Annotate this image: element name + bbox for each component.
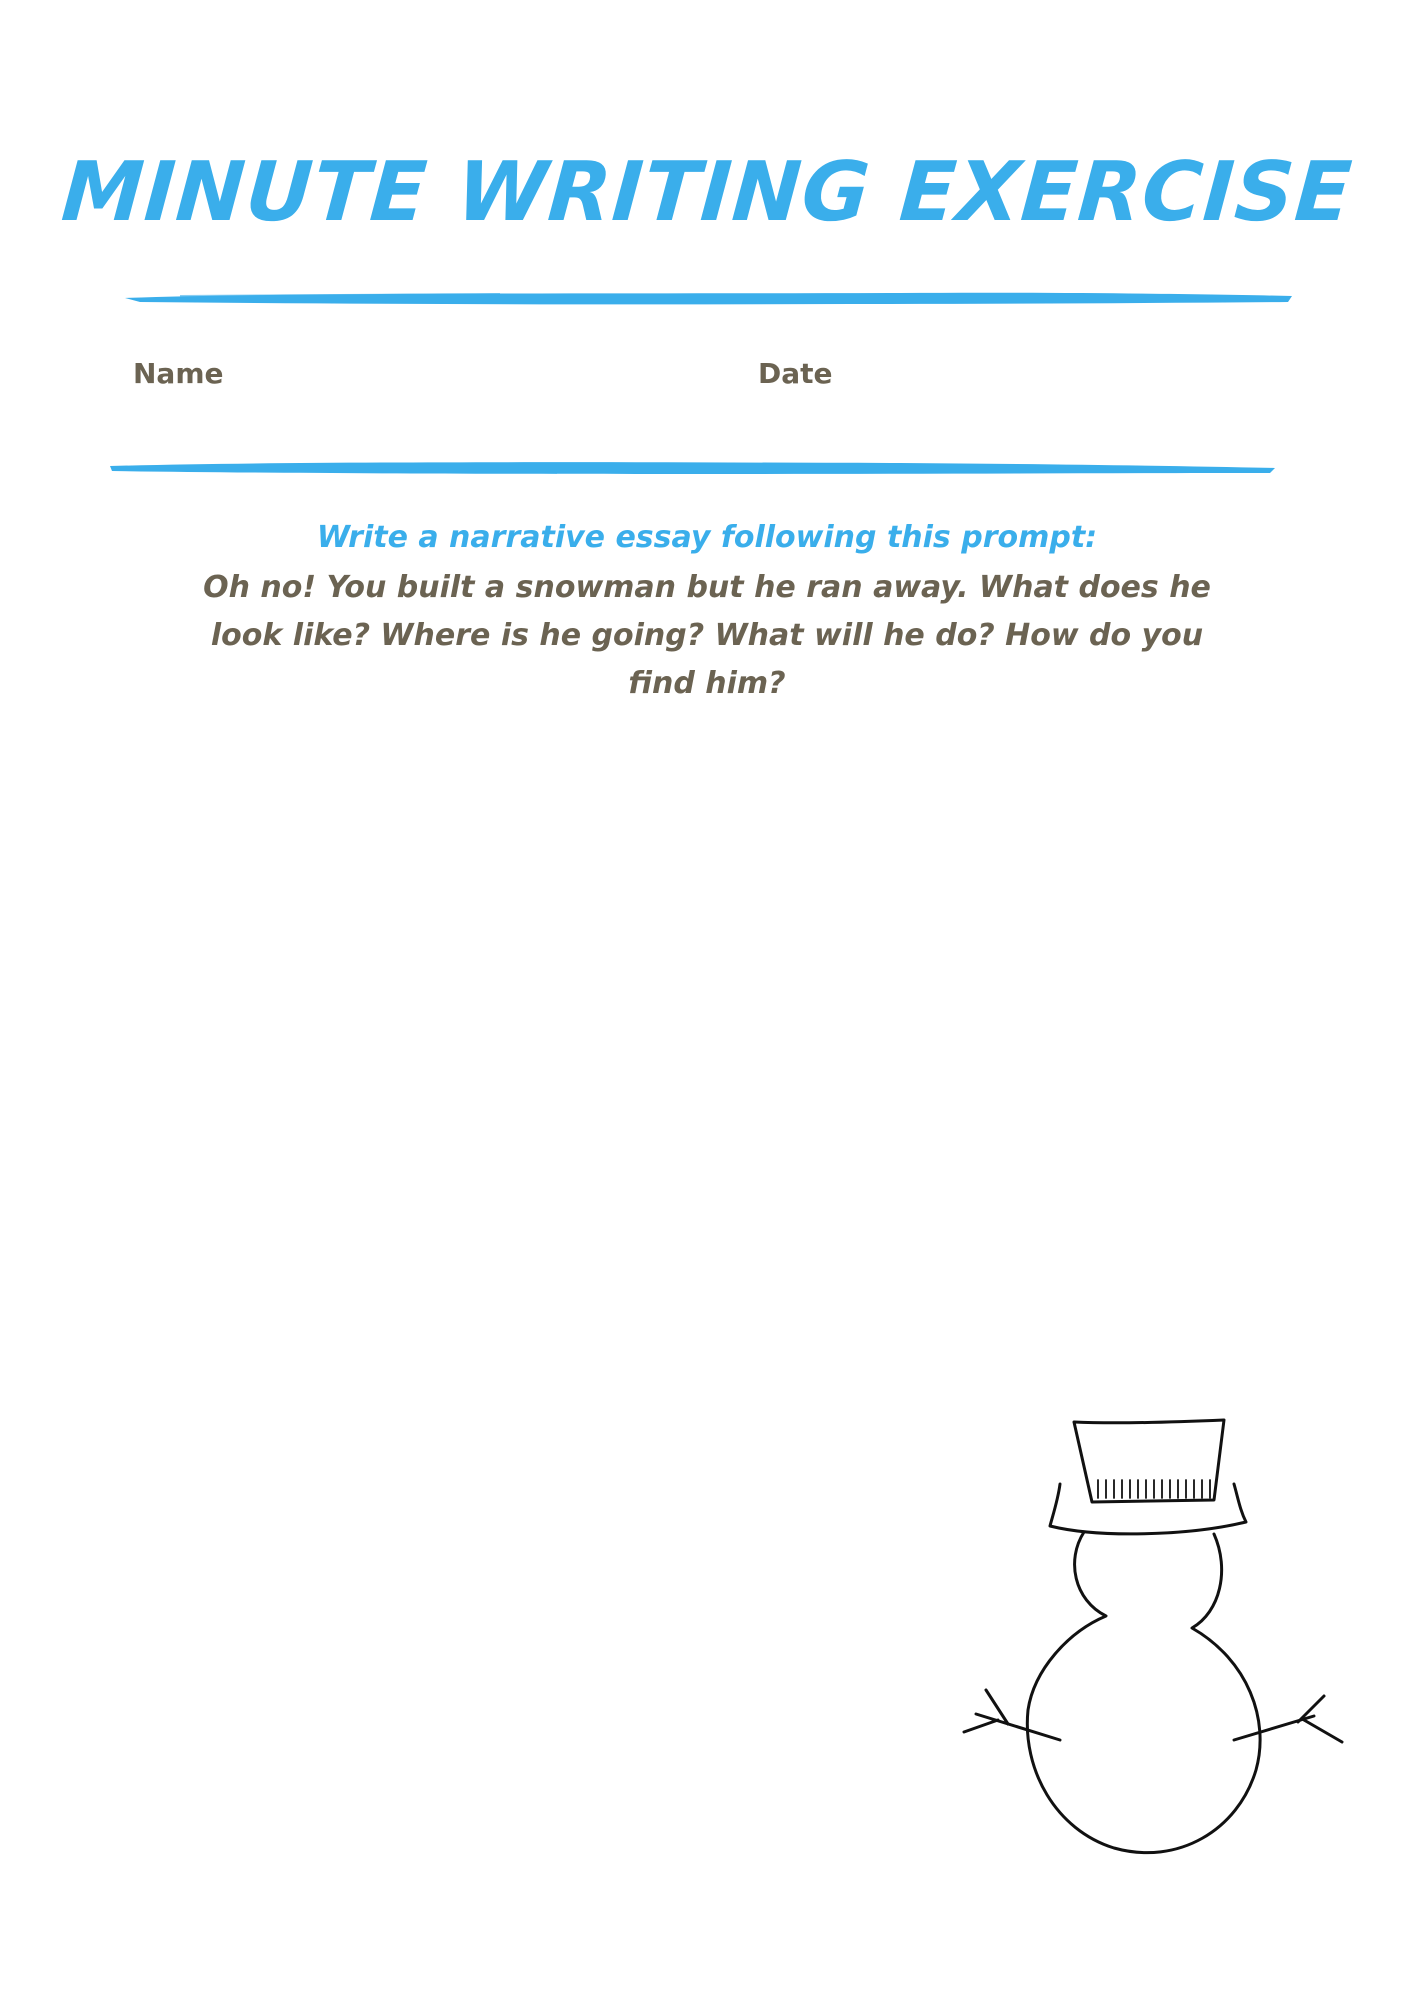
prompt-heading: Write a narrative essay following this prompt:	[316, 520, 1098, 555]
top-brush-divider	[0, 282, 1414, 312]
worksheet-title: MINUTE WRITING EXERCISE	[58, 145, 1356, 240]
date-label: Date	[758, 357, 833, 390]
bottom-brush-divider	[0, 452, 1414, 482]
prompt-body: Oh no! You built a snowman but he ran away. What does he look like? Where is he going? What will he do? How do you find him?	[203, 570, 1211, 701]
snowman-icon	[948, 1410, 1348, 1910]
name-label: Name	[133, 357, 224, 390]
